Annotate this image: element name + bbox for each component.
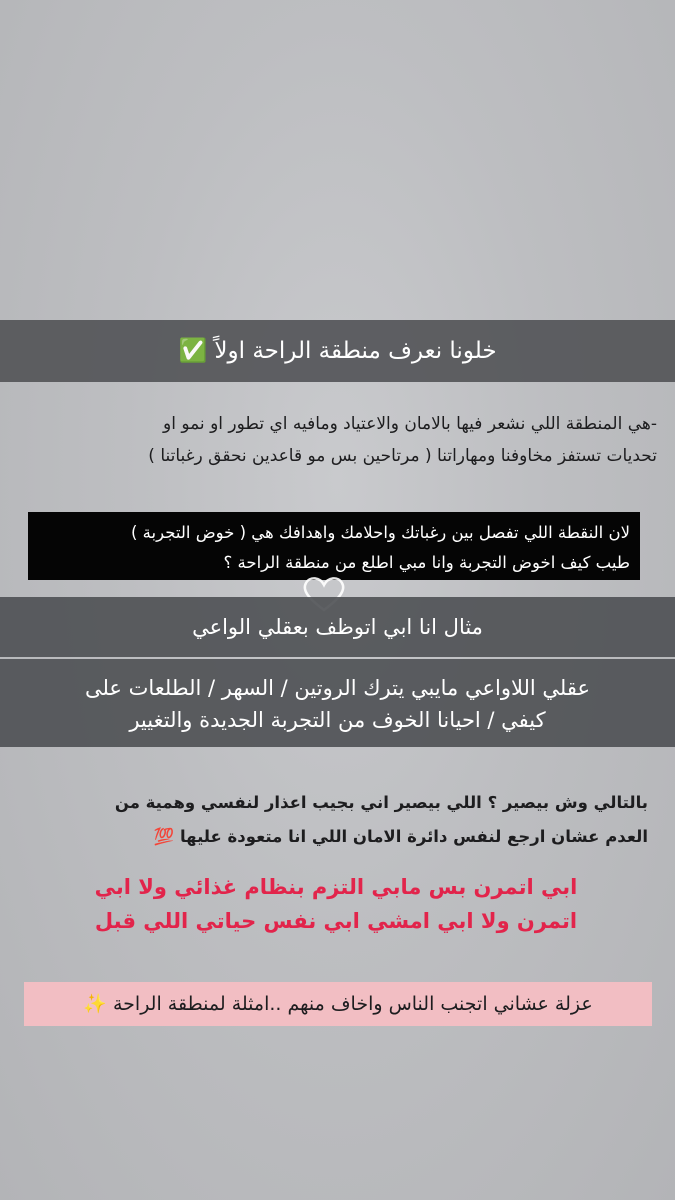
example-banner bbox=[0, 597, 675, 657]
pink-box-text: عزلة عشاني اتجنب الناس واخاف منهم ..امثلة لمنطقة الراحة ✨ bbox=[83, 993, 593, 1015]
black-box-line-1: لان النقطة اللي تفصل بين رغباتك واحلامك واهدافك هي ( خوض التجربة ) bbox=[130, 523, 630, 542]
heading-text: خلونا نعرف منطقة الراحة اولاً ✅ bbox=[178, 338, 497, 364]
consequence-line-2: العدم عشان ارجع لنفس دائرة الامان اللي انا متعودة عليها 💯 bbox=[153, 827, 648, 846]
heading-banner bbox=[0, 320, 675, 382]
subconscious-banner bbox=[0, 659, 675, 747]
definition-line-2: تحديات تستفز مخاوفنا ومهاراتنا ( مرتاحين بس مو قاعدين نحقق رغباتنا ) bbox=[148, 446, 657, 466]
consequence-line-1: بالتالي وش بيصير ؟ اللي بيصير اني بجيب اعذار لنفسي وهمية من bbox=[114, 793, 648, 812]
consequence-paragraph bbox=[24, 786, 648, 854]
subconscious-line-2: كيفي / احيانا الخوف من التجربة الجديدة والتغيير bbox=[129, 708, 546, 732]
subconscious-line-1: عقلي اللاواعي مايبي يترك الروتين / السهر / الطلعات على bbox=[84, 676, 591, 700]
red-line-2: اتمرن ولا ابي امشي ابي نفس حياتي اللي قبل bbox=[94, 909, 578, 933]
red-line-1: ابي اتمرن بس مابي التزم بنظام غذائي ولا ابي bbox=[94, 875, 578, 899]
red-example-text bbox=[30, 870, 642, 938]
black-box-line-2: طيب كيف اخوض التجربة وانا مبي اطلع من منطقة الراحة ؟ bbox=[223, 553, 630, 572]
definition-line-1: -هي المنطقة اللي نشعر فيها بالامان والاعتياد ومافيه اي تطور او نمو او bbox=[162, 414, 657, 434]
black-highlight-box bbox=[28, 512, 640, 580]
example-heading: مثال انا ابي اتوظف بعقلي الواعي bbox=[192, 615, 483, 639]
pink-highlight-box bbox=[24, 982, 652, 1026]
definition-paragraph bbox=[22, 408, 657, 472]
